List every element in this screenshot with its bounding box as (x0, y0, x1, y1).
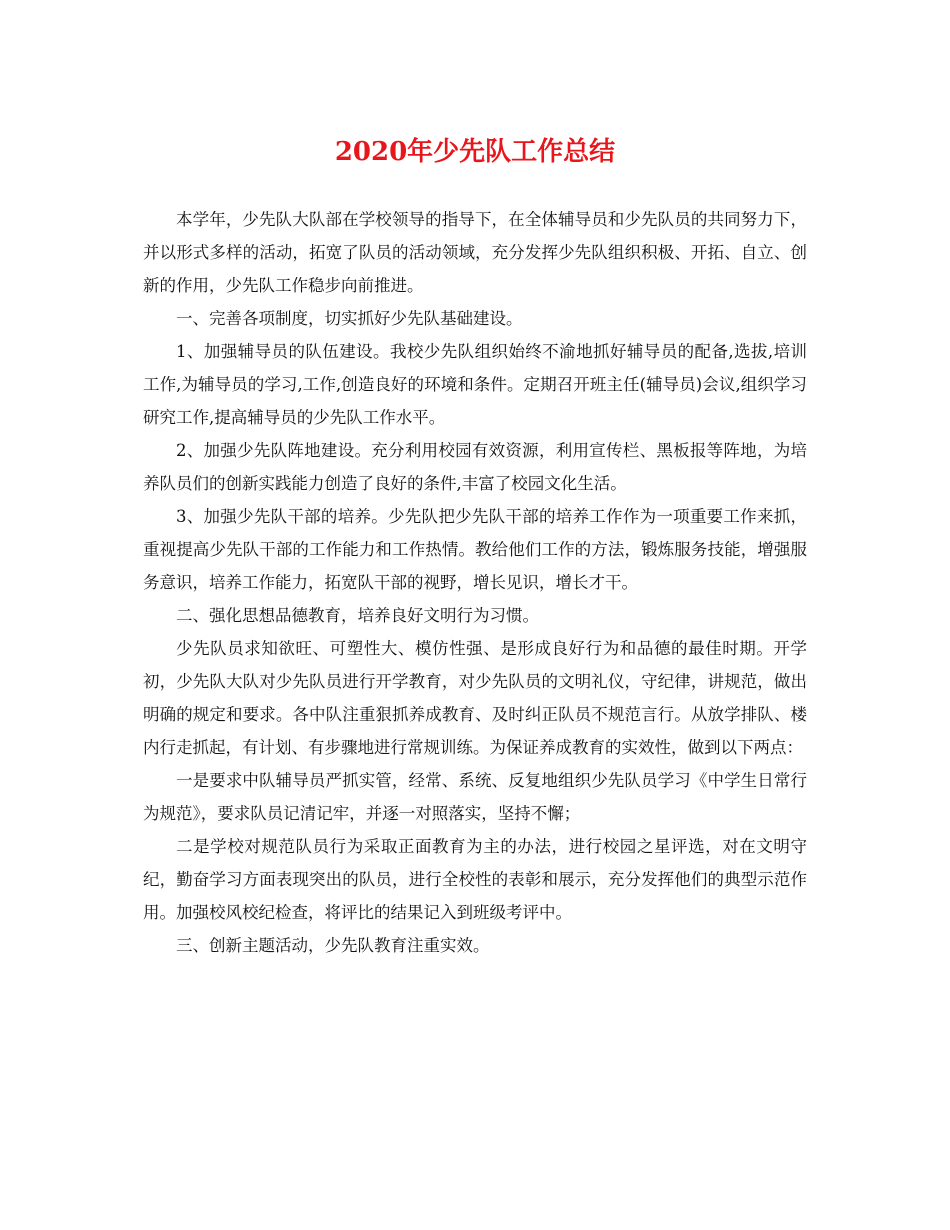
paragraph-point-two: 二是学校对规范队员行为采取正面教育为主的办法，进行校园之星评选，对在文明守纪，勤奋学习方面表现突出的队员，进行全校性的表彰和展示，充分发挥他们的典型示范作用。加强校风校纪检查，将评比的结果记入到班级考评中。 (143, 837, 807, 922)
document-title: 2020年少先队工作总结 (334, 137, 616, 167)
section-heading-2: 二、强化思想品德教育，培养良好文明行为习惯。 (176, 606, 539, 625)
section-heading-1: 一、完善各项制度，切实抓好少先队基础建设。 (176, 309, 523, 328)
paragraph-position-building: 2、加强少先队阵地建设。充分利用校园有效资源，利用宣传栏、黑板报等阵地，为培养队员们的创新实践能力创造了良好的条件,丰富了校园文化生活。 (143, 441, 807, 493)
paragraph-cadre-training: 3、加强少先队干部的培养。少先队把少先队干部的培养工作作为一项重要工作来抓，重视提高少先队干部的工作能力和工作热情。教给他们工作的方法，锻炼服务技能，增强服务意识，培养工作能力，拓宽队干部的视野，增长见识，增长才干。 (143, 507, 807, 592)
paragraph-habit-formation: 少先队员求知欲旺、可塑性大、模仿性强、是形成良好行为和品德的最佳时期。开学初，少先队大队对少先队员进行开学教育，对少先队员的文明礼仪，守纪律，讲规范，做出明确的规定和要求。各中队注重狠抓养成教育、及时纠正队员不规范言行。从放学排队、楼内行走抓起，有计划、有步骤地进行常规训练。为保证养成教育的实效性，做到以下两点： (143, 639, 807, 757)
paragraph-intro: 本学年，少先队大队部在学校领导的指导下，在全体辅导员和少先队员的共同努力下，并以形式多样的活动，拓宽了队员的活动领域，充分发挥少先队组织积极、开拓、自立、创新的作用，少先队工作稳步向前推进。 (143, 210, 807, 295)
section-heading-3: 三、创新主题活动，少先队教育注重实效。 (176, 936, 490, 955)
document-body (143, 203, 807, 962)
paragraph-point-one: 一是要求中队辅导员严抓实管，经常、系统、反复地组织少先队员学习《中学生日常行为规范》，要求队员记清记牢，并逐一对照落实，坚持不懈； (143, 771, 807, 823)
paragraph-counselor-team: 1、加强辅导员的队伍建设。我校少先队组织始终不渝地抓好辅导员的配备,选拔,培训工作,为辅导员的学习,工作,创造良好的环境和条件。定期召开班主任(辅导员)会议,组织学习研究工作,提高辅导员的少先队工作水平。 (143, 342, 807, 427)
